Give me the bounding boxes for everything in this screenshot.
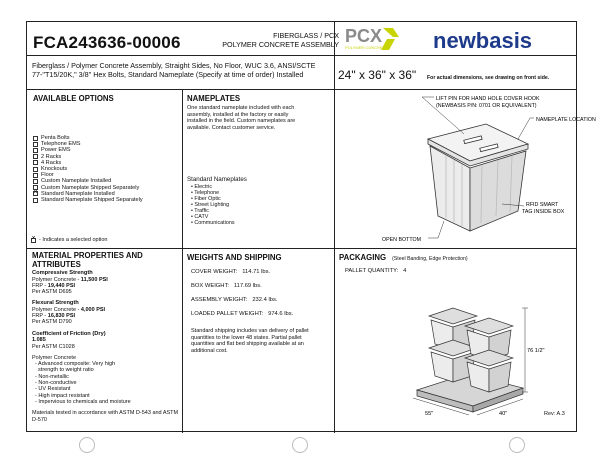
nameplates-list <box>191 184 235 226</box>
newbasis-logo <box>431 28 571 52</box>
callout-rfid-1: RFID SMART <box>526 202 559 208</box>
nameplates-title: NAMEPLATES <box>187 94 241 103</box>
weights-title: WEIGHTS AND SHIPPING <box>187 253 282 262</box>
options-legend <box>31 237 108 244</box>
nominal-dimensions: 24" x 36" x 36" <box>338 68 417 82</box>
compressive-title: Compressive Strength <box>32 270 93 276</box>
legend-checkbox <box>31 238 36 243</box>
flexural-pc-label: Polymer Concrete - <box>32 306 81 313</box>
cover-weight <box>191 269 331 276</box>
pcx-logo-text: PCX <box>345 26 383 46</box>
polymer-concrete-attribute: - Advanced composite: Very high <box>35 361 116 368</box>
pcx-logo <box>343 25 413 53</box>
option-label: Telephone EMS <box>41 141 81 148</box>
punch-hole-right <box>509 437 525 453</box>
friction-value: 1.085 <box>32 337 46 344</box>
materials-body <box>32 270 180 423</box>
nameplate-type: • Street Lighting <box>191 202 230 208</box>
packaging-subtitle: (Steel Banding, Edge Protection) <box>392 256 468 262</box>
polymer-concrete-attribute: strength to weight ratio <box>35 367 94 374</box>
nameplate-type: • CATV <box>191 214 209 220</box>
pallet-height-label: 76 1/2" <box>527 348 545 354</box>
nameplate-type-label: Communications <box>194 220 235 226</box>
callout-nameplate: NAMEPLATE LOCATION <box>536 117 596 123</box>
pallet-weight <box>191 311 331 318</box>
option-checkbox <box>33 148 38 153</box>
option-label: Standard Nameplate Installed <box>41 190 115 197</box>
nameplate-type: • Communications <box>191 220 235 226</box>
polymer-concrete-title: Polymer Concrete <box>32 354 77 361</box>
cover-weight-label: COVER WEIGHT: <box>191 269 238 275</box>
option-checkbox <box>33 160 38 165</box>
nameplate-type-label: CATV <box>194 214 209 220</box>
option-checkbox <box>33 173 38 178</box>
polymer-concrete-attribute: - Non-conductive <box>35 380 77 387</box>
assembly-weight <box>191 297 331 304</box>
description-rule <box>27 89 576 90</box>
punch-hole-left <box>79 437 95 453</box>
newbasis-logo-text: newbasis <box>433 28 533 53</box>
dimensions-note: For actual dimensions, see drawing on front side. <box>427 75 550 81</box>
option-label: 4 Racks <box>41 159 62 166</box>
nameplate-type: • Telephone <box>191 190 220 196</box>
callout-rfid-2: TAG INSIDE BOX <box>522 209 565 215</box>
nameplates-intro: One standard nameplate included with each assembly, installed at the factory or easily installed in the field. Custom nameplates are available. Contact customer service. <box>187 105 296 131</box>
option-label: Custom Nameplate Installed <box>41 178 112 185</box>
options-legend-text: - Indicates a selected option <box>39 237 108 243</box>
callout-lift-pin-sub: (NEWBASIS P/N: 0701 OR EQUIVALENT) <box>436 103 537 109</box>
nameplate-type-label: Electric <box>194 184 213 190</box>
assembly-type <box>209 31 339 49</box>
nameplate-type-label: Fiber Optic <box>194 196 221 202</box>
pallet-depth-label: 40" <box>499 411 508 417</box>
option-checkbox <box>33 179 38 184</box>
flexural-pc-value: 4,000 PSI <box>80 306 106 313</box>
nameplates-subtitle: Standard Nameplates <box>187 176 247 183</box>
nameplate-type: • Fiber Optic <box>191 196 221 202</box>
packaging-header <box>339 254 468 263</box>
polymer-concrete-attribute: - High impact resistant <box>35 392 90 399</box>
polymer-concrete-list <box>32 361 180 405</box>
assembly-weight-value: 232.4 lbs. <box>252 297 278 303</box>
compressive-pc-label: Polymer Concrete - <box>32 276 81 283</box>
box-weight-value: 117.69 lbs. <box>233 283 262 289</box>
assembly-line-1: FIBERGLASS / PCX <box>273 31 339 40</box>
assembly-line-2: POLYMER CONCRETE ASSEMBLY <box>222 40 339 49</box>
packaging-title: PACKAGING <box>339 253 387 262</box>
nameplate-type: • Traffic <box>191 208 209 214</box>
option-label: Standard Nameplate Shipped Separately <box>41 197 143 204</box>
pallet-weight-value: 974.6 lbs. <box>268 311 294 317</box>
revision: Rev: A.3 <box>544 411 565 417</box>
pallet-quantity-value: 4 <box>403 268 407 274</box>
compressive-standard: Per ASTM D695 <box>32 289 72 296</box>
options-title: AVAILABLE OPTIONS <box>33 94 114 103</box>
callout-lift-pin: LIFT PIN FOR HAND HOLE COVER HOOK <box>436 96 540 102</box>
pallet-width-label: 55" <box>425 411 434 417</box>
option-label: Custom Nameplate Shipped Separately <box>41 184 140 191</box>
nameplate-type-label: Telephone <box>194 190 220 196</box>
flexural-title: Flexural Strength <box>32 300 79 307</box>
box-weight-label: BOX WEIGHT: <box>191 283 230 289</box>
pallet-quantity <box>345 268 406 274</box>
header-rule <box>27 55 576 56</box>
flexural-frp-label: FRP - <box>32 313 48 320</box>
cover-weight-value: 114.71 lbs. <box>242 269 271 275</box>
option-checkbox <box>33 154 38 159</box>
box-weight <box>191 283 331 290</box>
pallet-quantity-label: PALLET QUANTITY: <box>345 268 399 274</box>
materials-tested: Materials tested in accordance with ASTM D-543 and ASTM D-570 <box>32 410 179 423</box>
nameplate-type-label: Traffic <box>194 208 209 214</box>
option-checkbox <box>33 142 38 147</box>
materials-title: MATERIAL PROPERTIES AND ATTRIBUTES <box>32 251 143 269</box>
compressive-frp-value: 19,440 PSI <box>47 282 76 289</box>
weights-body <box>191 269 331 354</box>
flexural-standard: Per ASTM D790 <box>32 319 72 326</box>
options-rule <box>27 248 576 249</box>
option-label: 2 Racks <box>41 153 62 160</box>
assembly-weight-label: ASSEMBLY WEIGHT: <box>191 297 248 303</box>
friction-standard: Per ASTM C1028 <box>32 343 75 350</box>
option-checkbox <box>33 167 38 172</box>
option-label: Penta Bolts <box>41 135 70 141</box>
nameplate-type: • Electric <box>191 184 213 190</box>
option-label: Power EMS <box>41 147 71 154</box>
option-checkbox <box>33 136 38 141</box>
option-item <box>33 197 183 203</box>
callout-open-bottom: OPEN BOTTOM <box>382 237 422 243</box>
polymer-concrete-attribute: - Impervious to chemicals and moisture <box>35 398 131 405</box>
part-number: FCA243636-00006 <box>33 33 181 52</box>
product-description: Fiberglass / Polymer Concrete Assembly, Straight Sides, No Floor, WUC 3.6, ANSI/SCTE 77-"T15/20K," 3/8" Hex Bolts, Standard Nameplate (Specify at time of order) Installed <box>32 61 316 79</box>
spec-sheet <box>26 21 596 432</box>
polymer-concrete-attribute: - Non-metallic <box>35 373 69 380</box>
option-checkbox <box>33 191 38 196</box>
option-label: Knockouts <box>41 166 68 173</box>
pallet-weight-label: LOADED PALLET WEIGHT: <box>191 311 264 317</box>
product-diagram <box>342 94 596 246</box>
polymer-concrete-attribute: - UV Resistant <box>35 386 71 393</box>
friction-title: Coefficient of Friction (Dry) <box>32 330 106 337</box>
compressive-frp-label: FRP - <box>32 282 48 289</box>
shipping-note: Standard shipping includes van delivery of pallet quantities to the lower 48 states. Partial pallet quantities and flat bed shipping available at an additional cost. <box>191 328 309 354</box>
compressive-pc-value: 11,500 PSI <box>80 276 108 283</box>
col-divider-2 <box>334 89 335 433</box>
dims-divider <box>334 55 335 89</box>
flexural-frp-value: 16,830 PSI <box>47 313 76 320</box>
pallet-diagram <box>395 278 545 418</box>
punch-hole-center <box>292 437 308 453</box>
pcx-logo-sub: POLYMER CONCRETE <box>345 45 388 50</box>
options-list <box>33 135 183 203</box>
option-checkbox <box>33 198 38 203</box>
nameplate-type-label: Street Lighting <box>194 202 230 208</box>
option-label: Floor <box>41 172 54 179</box>
